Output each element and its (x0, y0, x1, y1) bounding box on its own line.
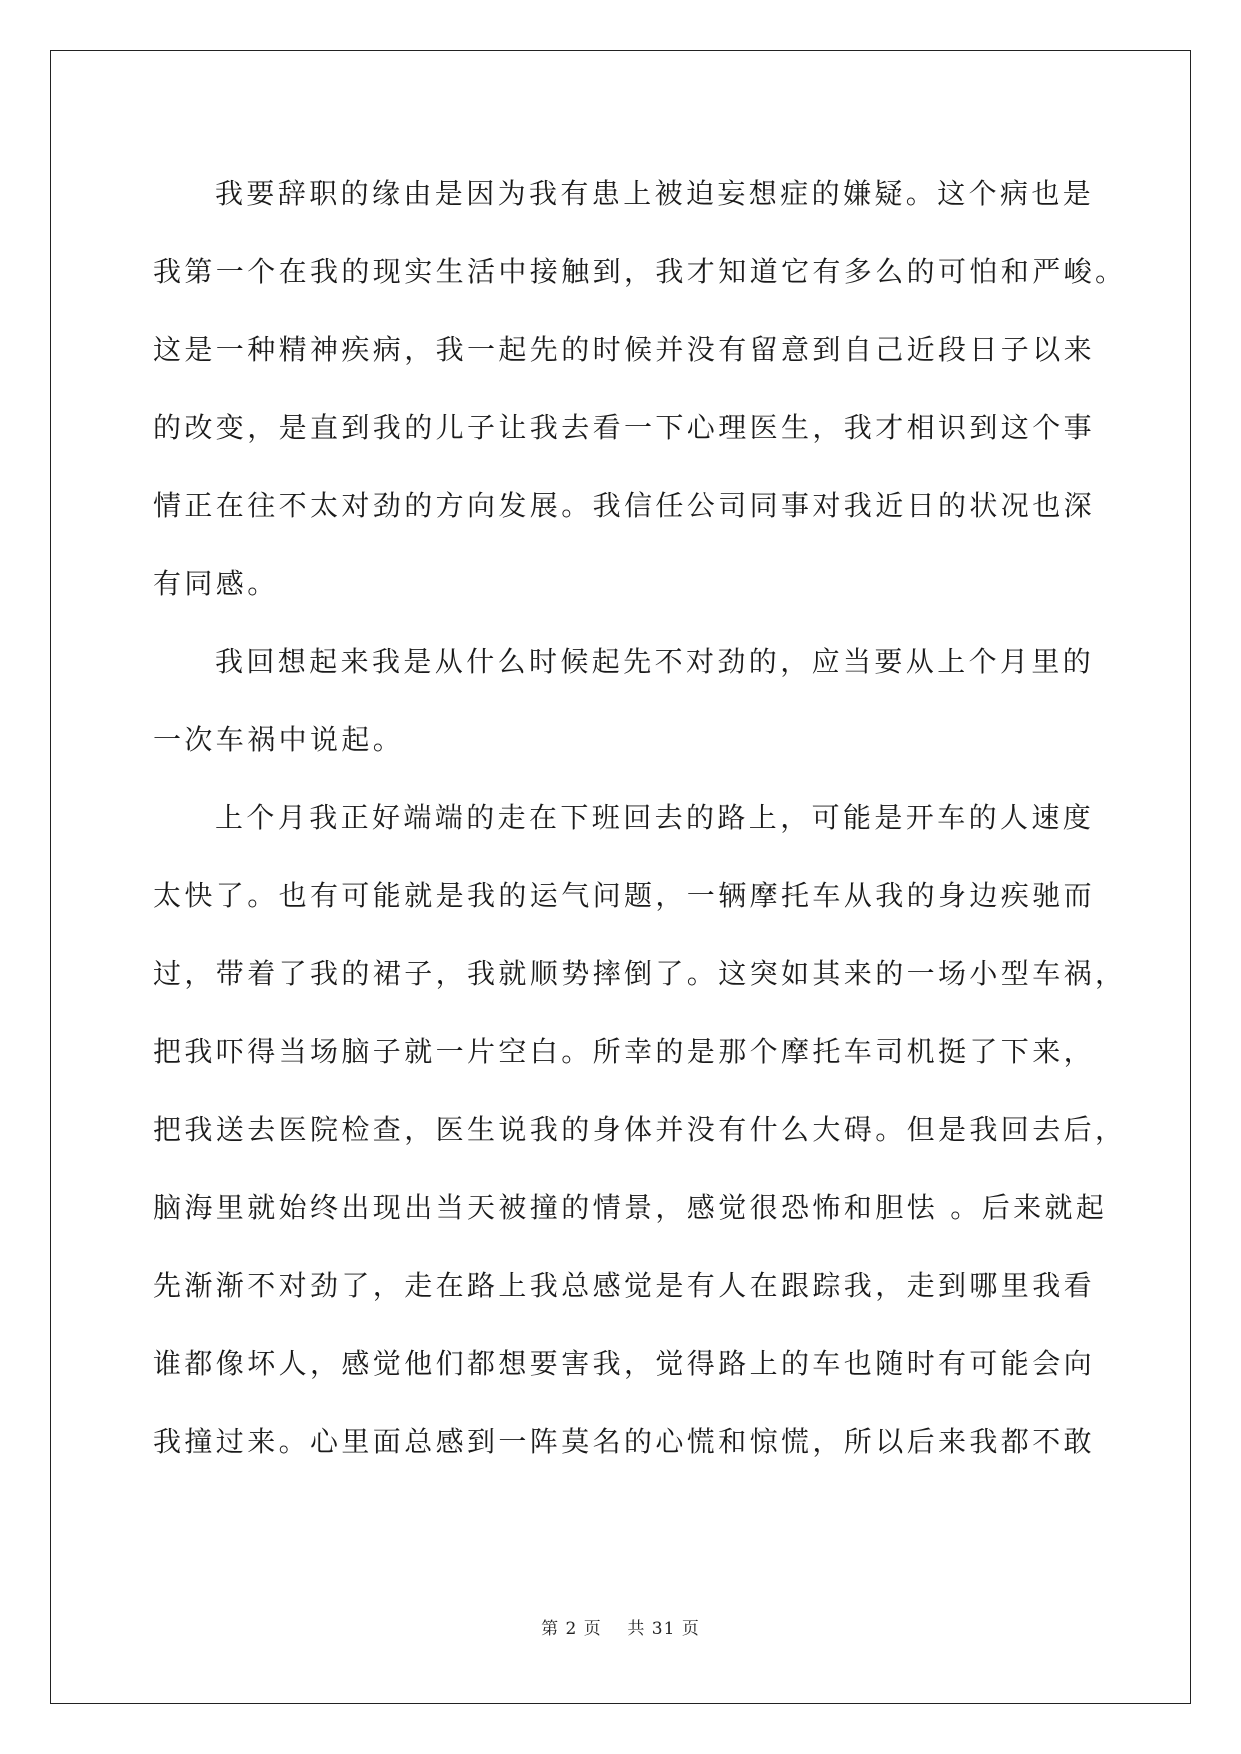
text-line: 一次车祸中说起。 (153, 723, 405, 756)
text-line: 有同感。 (153, 567, 279, 600)
text-line: 过，带着了我的裙子，我就顺势摔倒了。这突如其来的一场小型车祸， (153, 957, 1127, 990)
text-line: 太快了。也有可能就是我的运气问题，一辆摩托车从我的身边疾驰而 (153, 879, 1096, 912)
text-line: 情正在往不太对劲的方向发展。我信任公司同事对我近日的状况也深 (153, 489, 1096, 522)
text-line: 这是一种精神疾病，我一起先的时候并没有留意到自己近段日子以来 (153, 333, 1096, 366)
paragraph-2 (153, 623, 1095, 779)
text-line: 我要辞职的缘由是因为我有患上被迫妄想症的嫌疑。这个病也是 (215, 177, 1095, 210)
text-line: 先渐渐不对劲了，走在路上我总感觉是有人在跟踪我，走到哪里我看 (153, 1269, 1096, 1302)
page-footer (0, 1614, 1241, 1639)
text-line: 把我送去医院检查，医生说我的身体并没有什么大碍。但是我回去后， (153, 1113, 1127, 1146)
text-line: 我回想起来我是从什么时候起先不对劲的，应当要从上个月里的 (215, 645, 1095, 678)
text-line: 上个月我正好端端的走在下班回去的路上，可能是开车的人速度 (215, 801, 1095, 834)
total-pages: 共 31 页 (627, 1619, 700, 1639)
text-line: 我第一个在我的现实生活中接触到，我才知道它有多么的可怕和严峻。 (153, 255, 1127, 288)
page-number: 第 2 页 (541, 1619, 602, 1639)
paragraph-3 (153, 779, 1127, 1481)
text-line: 把我吓得当场脑子就一片空白。所幸的是那个摩托车司机挺了下来， (153, 1035, 1096, 1068)
document-body (153, 155, 1127, 1481)
paragraph-1 (153, 155, 1127, 623)
text-line: 我撞过来。心里面总感到一阵莫名的心慌和惊慌，所以后来我都不敢 (153, 1425, 1096, 1458)
text-line: 的改变，是直到我的儿子让我去看一下心理医生，我才相识到这个事 (153, 411, 1096, 444)
text-line: 脑海里就始终出现出当天被撞的情景，感觉很恐怖和胆怯 。后来就起 (153, 1191, 1108, 1224)
text-line: 谁都像坏人，感觉他们都想要害我，觉得路上的车也随时有可能会向 (153, 1347, 1096, 1380)
